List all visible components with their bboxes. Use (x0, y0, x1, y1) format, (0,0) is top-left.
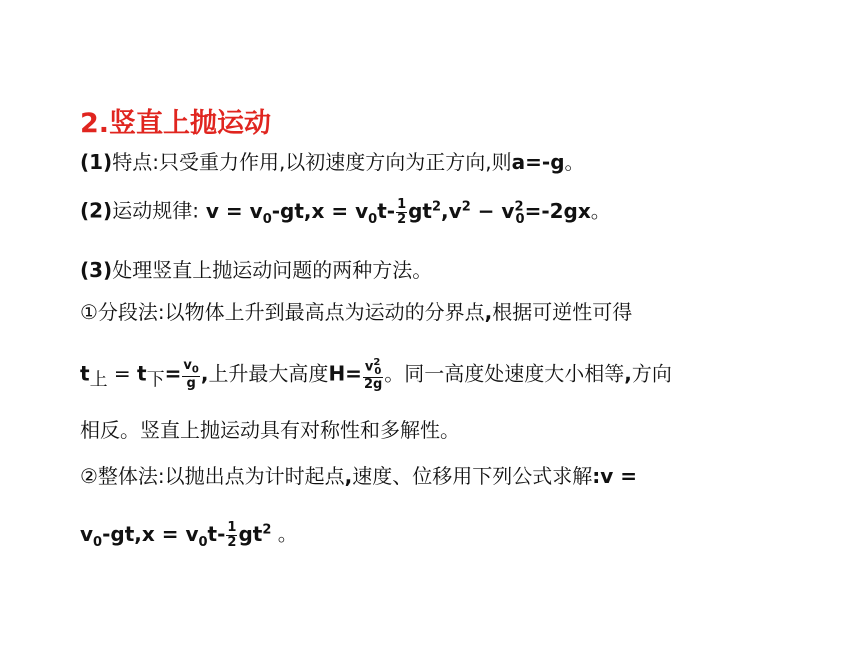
point-1-characteristics: (1)特点:只受重力作用,以初速度方向为正方向,则a=-g。 (80, 150, 585, 174)
section-title: 2.竖直上抛运动 (80, 108, 272, 139)
fraction-one-half-2: $\frac{1}{2}$ (227, 520, 237, 550)
point-3-methods: (3)处理竖直上抛运动问题的两种方法。 (80, 258, 433, 282)
segment-method-formula-line: t上 = t下= $\frac{v_0}{g}$ ,上升最大高度H= $\frac{v^2_0}{2g}$ 。同一高度处速度大小相等,方向 (80, 357, 672, 393)
whole-method-formula-line: $v_0-gt,x = v_0t-$ $\frac{1}{2}$ $gt^2$ 。 (80, 520, 298, 550)
symmetry-line: 相反。竖直上抛运动具有对称性和多解性。 (80, 418, 460, 442)
segment-method-line: ①分段法:以物体上升到最高点为运动的分界点,根据可逆性可得 (80, 300, 633, 324)
fraction-one-half: $\frac{1}{2}$ (397, 197, 407, 227)
fraction-v0-over-g: $\frac{v_0}{g}$ (183, 358, 199, 392)
fraction-v0sq-over-2g: $\frac{v^2_0}{2g}$ (363, 357, 383, 393)
point-2-motion-law: (2)运动规律: $v = v_0-gt,x = v_0t-$ $\frac{1}{2}$ $gt^2,v^2 - v^2_0=-2gx$。 (80, 197, 611, 227)
whole-method-line: ②整体法:以抛出点为计时起点,速度、位移用下列公式求解:v = (80, 464, 638, 488)
